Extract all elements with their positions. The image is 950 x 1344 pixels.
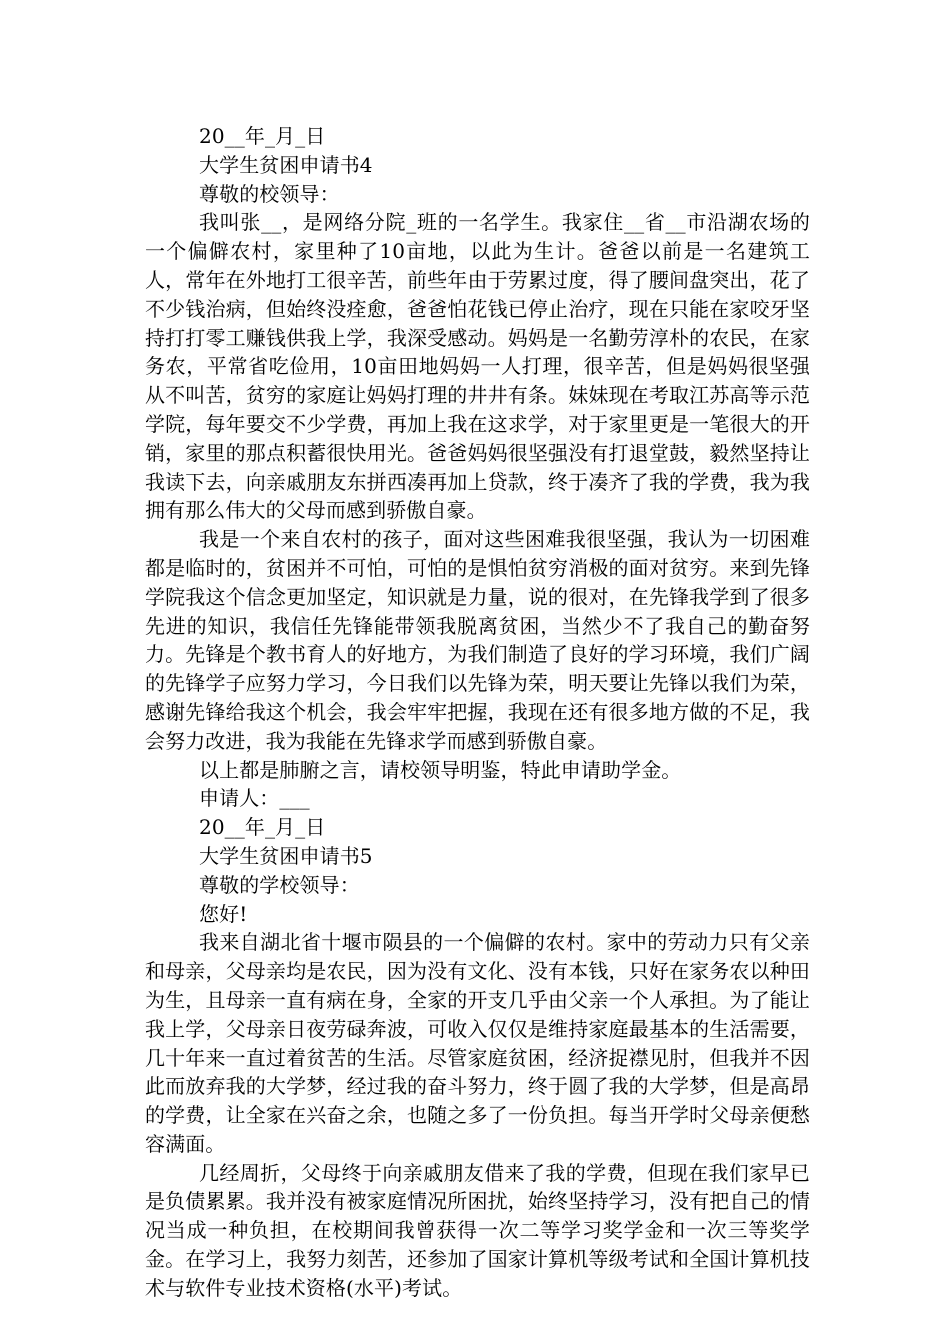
- date-line-1: 20__年_月_日: [199, 124, 326, 148]
- application-title-5: 大学生贫困申请书5: [199, 843, 373, 868]
- paragraph-4-closing: 以上都是肺腑之言，请校领导明鉴，特此申请助学金。: [199, 757, 682, 782]
- greeting-5: 您好!: [199, 901, 248, 926]
- paragraph-4-attitude: 我是一个来自农村的孩子，面对这些困难我很坚强，我认为一切困难都是临时的，贫困并不可怕，可怕的是惧怕贫穷消极的面对贫穷。来到先锋学院我这个信念更加坚定，知识就是力量，说的很对，在先锋我学到了很多先进的知识，我信任先锋能带领我脱离贫困，当然少不了我自己的勤奋努力。先锋是个教书育人的好地方，为我们制造了良好的学习环境，我们广阔的先锋学子应努力学习，今日我们以先锋为荣，明天要让先锋以我们为荣，感谢先锋给我这个机会，我会牢牢把握，我现在还有很多地方做的不足，我会努力改进，我为我能在先锋求学而感到骄傲自豪。: [145, 527, 810, 753]
- salutation-4: 尊敬的校领导：: [199, 181, 340, 206]
- application-title-4: 大学生贫困申请书4: [199, 152, 373, 177]
- paragraph-5-study: 几经周折，父母终于向亲戚朋友借来了我的学费，但现在我们家早已是负债累累。我并没有被家庭情况所困扰，始终坚持学习，没有把自己的情况当成一种负担，在校期间我曾获得一次二等学习奖学金和一次三等奖学金。在学习上，我努力刻苦，还参加了国家计算机等级考试和全国计算机技术与软件专业技术资格(水平)考试。: [145, 1160, 810, 1300]
- document-body: [145, 122, 810, 1303]
- applicant-line: 申请人：___: [199, 786, 310, 811]
- date-line-2: 20__年_月_日: [199, 815, 326, 840]
- paragraph-4-family: 我叫张__，是网络分院_班的一名学生。我家住__省__市沿湖农场的一个偏僻农村，家里种了10亩地，以此为生计。爸爸以前是一名建筑工人，常年在外地打工很辛苦，前些年由于劳累过度，得了腰间盘突出，花了不少钱治病，但始终没痊愈，爸爸怕花钱已停止治疗，现在只能在家咬牙坚持打打零工赚钱供我上学，我深受感动。妈妈是一名勤劳淳朴的农民，在家务农，平常省吃俭用，10亩田地妈妈一人打理，很辛苦，但是妈妈很坚强从不叫苦，贫穷的家庭让妈妈打理的井井有条。妹妹现在考取江苏高等示范学院，每年要交不少学费，再加上我在这求学，对于家里更是一笔很大的开销，家里的那点积蓄很快用光。爸爸妈妈很坚强没有打退堂鼓，毅然坚持让我读下去，向亲戚朋友东拼西凑再加上贷款，终于凑齐了我的学费，我为我拥有那么伟大的父母而感到骄傲自豪。: [145, 210, 810, 523]
- paragraph-5-family: 我来自湖北省十堰市陨县的一个偏僻的农村。家中的劳动力只有父亲和母亲，父母亲均是农民，因为没有文化、没有本钱，只好在家务农以种田为生，且母亲一直有病在身，全家的开支几乎由父亲一个人承担。为了能让我上学，父母亲日夜劳碌奔波，可收入仅仅是维持家庭最基本的生活需要，几十年来一直过着贫苦的生活。尽管家庭贫困，经济捉襟见肘，但我并不因此而放弃我的大学梦，经过我的奋斗努力，终于圆了我的大学梦，但是高昂的学费，让全家在兴奋之余，也随之多了一份负担。每当开学时父母亲便愁容满面。: [145, 930, 810, 1156]
- salutation-5: 尊敬的学校领导：: [199, 872, 360, 897]
